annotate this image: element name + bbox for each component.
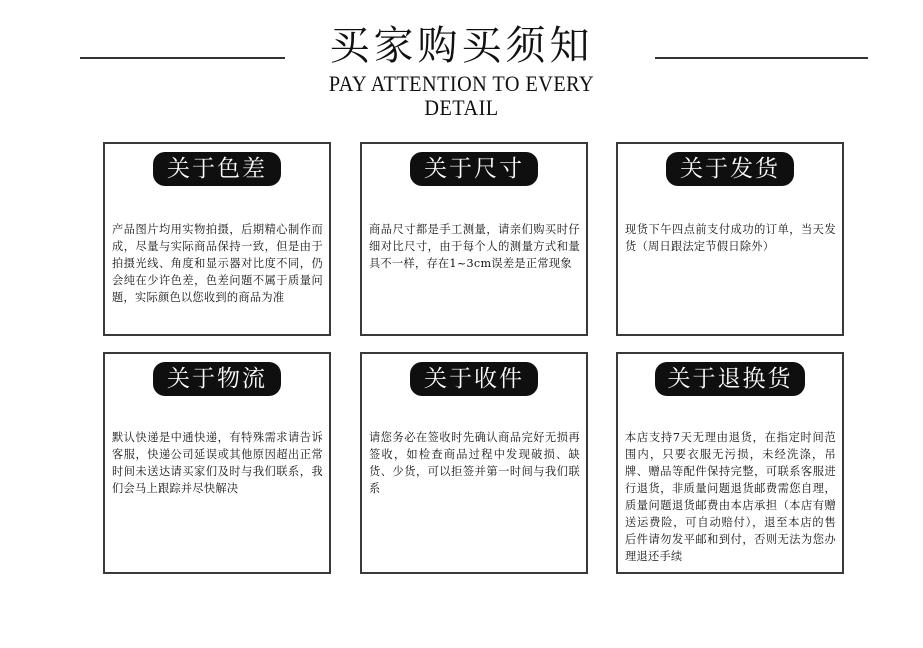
card-text: 本店支持7天无理由退货，在指定时间范围内，只要衣服无污损，未经洗涤，吊牌、赠品等配件保持完整，可联系客服进行退货，非质量问题退货邮费需您自理，质量问题退货邮费由本店承担（本店有赠送运费险，可自动赔付），退至本店的售后件请勿发平邮和到付，否则无法为您办理退还手续 xyxy=(625,431,836,563)
card-text: 产品图片均用实物拍摄，后期精心制作而成，尽量与实际商品保持一致，但是由于拍摄光线、角度和显示器对比度不同，仍会纯在少许色差，色差问题不属于质量问题，实际颜色以您收到的商品为准 xyxy=(112,223,323,304)
card-label: 关于色差 xyxy=(153,152,281,186)
card-text: 现货下午四点前支付成功的订单，当天发货（周日跟法定节假日除外） xyxy=(625,223,836,253)
card-size xyxy=(360,142,588,336)
card-logistics xyxy=(103,352,331,574)
card-label: 关于物流 xyxy=(153,362,281,396)
card-text: 商品尺寸都是手工测量，请亲们购买时仔细对比尺寸，由于每个人的测量方式和量具不一样，存在1~3cm误差是正常现象 xyxy=(369,223,580,270)
header-divider-left xyxy=(80,57,285,59)
card-returns xyxy=(616,352,844,574)
page-subtitle: PAY ATTENTION TO EVERY DETAIL xyxy=(328,71,595,120)
card-label: 关于收件 xyxy=(410,362,538,396)
card-label: 关于发货 xyxy=(666,152,794,186)
page-header xyxy=(0,0,923,120)
card-color-difference xyxy=(103,142,331,336)
card-receiving xyxy=(360,352,588,574)
card-label: 关于退换货 xyxy=(655,362,805,396)
card-label: 关于尺寸 xyxy=(410,152,538,186)
card-text: 默认快递是中通快递，有特殊需求请告诉客服，快递公司延误或其他原因超出正常时间未送达请买家们及时与我们联系，我们会马上跟踪并尽快解决 xyxy=(112,431,323,495)
card-text: 请您务必在签收时先确认商品完好无损再签收，如检查商品过程中发现破损、缺货、少货，可以拒签并第一时间与我们联系 xyxy=(369,431,580,495)
card-shipping xyxy=(616,142,844,336)
page-title: 买家购买须知 xyxy=(329,23,594,69)
header-divider-right xyxy=(655,57,868,59)
